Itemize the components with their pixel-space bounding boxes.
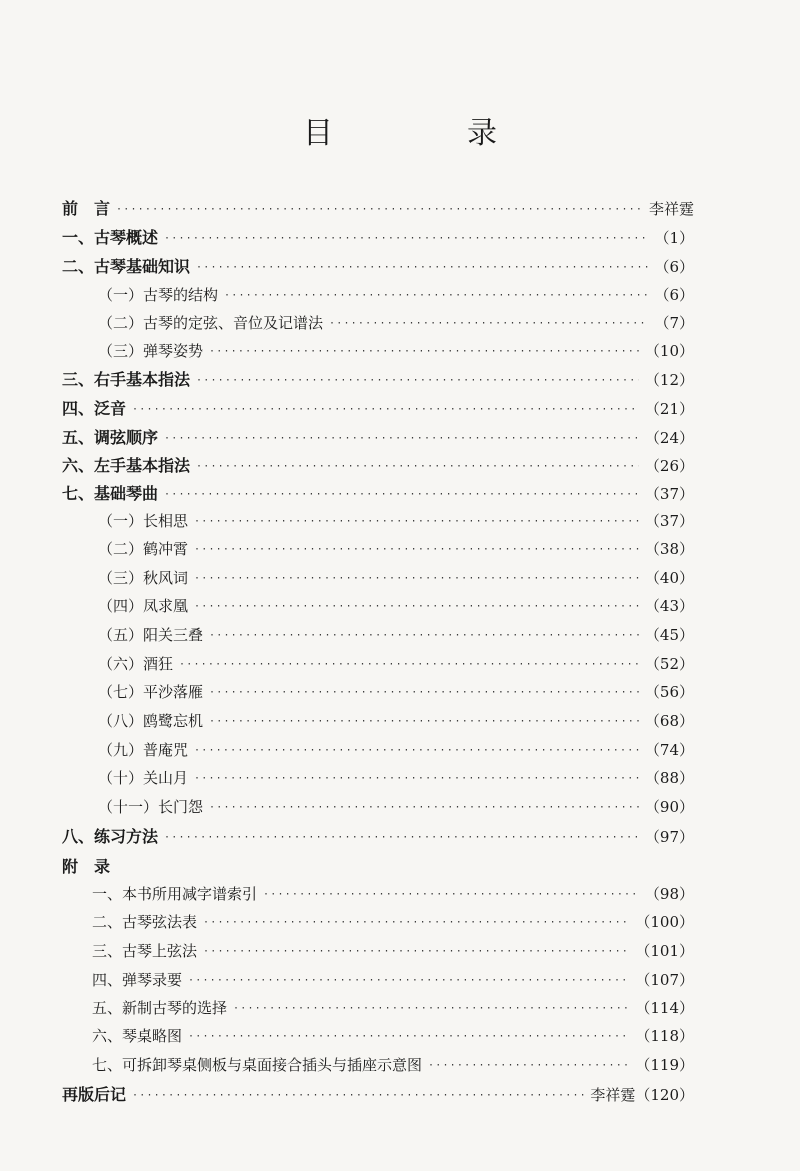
toc-subentry[interactable] (98, 564, 694, 592)
dot-leader (209, 338, 639, 366)
toc-subentry[interactable] (98, 650, 694, 678)
toc-entry-page: 李祥霆（120） (590, 1086, 694, 1104)
dot-leader (194, 565, 639, 593)
toc-entry[interactable] (62, 424, 694, 452)
toc-entry-label: 四、弹琴录要 (92, 971, 183, 989)
toc-subentry[interactable] (98, 678, 694, 706)
dot-leader (209, 679, 639, 707)
toc-entry-label: 再版后记 (62, 1085, 127, 1104)
toc-entry[interactable] (62, 224, 694, 252)
toc-entry[interactable] (62, 395, 694, 423)
toc-entry-page: （1） (654, 229, 694, 247)
toc-entry-label: 六、左手基本指法 (62, 456, 191, 475)
toc-entry-label: 四、泛音 (62, 399, 127, 418)
toc-entry-page: （24） (644, 429, 694, 447)
dot-leader (263, 881, 639, 909)
toc-entry-label: （三）弹琴姿势 (98, 342, 204, 360)
toc-entry-preface[interactable] (62, 195, 694, 223)
toc-entry-label: （二）古琴的定弦、音位及记谱法 (98, 314, 324, 332)
toc-entry-label: （十）关山月 (98, 769, 189, 787)
dot-leader (132, 1082, 584, 1110)
toc-entry-page: （7） (654, 314, 694, 332)
dot-leader (164, 225, 648, 253)
dot-leader (188, 1023, 629, 1051)
dot-leader (329, 310, 648, 338)
appendix-entry[interactable] (92, 966, 694, 994)
toc-entry-label: （三）秋风词 (98, 569, 189, 587)
toc-entry-page: （68） (644, 712, 694, 730)
dot-leader (209, 794, 639, 822)
dot-leader (196, 453, 639, 481)
dot-leader (196, 367, 639, 395)
toc-entry-label: 六、琴桌略图 (92, 1027, 183, 1045)
dot-leader (194, 593, 639, 621)
toc-entry-label: 二、古琴弦法表 (92, 913, 198, 931)
toc-entry-page: 李祥霆 (648, 200, 694, 218)
toc-subentry[interactable] (98, 764, 694, 792)
toc-entry-label: 七、可拆卸琴桌侧板与桌面接合插头与插座示意图 (92, 1056, 423, 1074)
toc-subentry[interactable] (98, 592, 694, 620)
toc-subentry[interactable] (98, 621, 694, 649)
dot-leader (203, 938, 629, 966)
appendix-entry[interactable] (92, 880, 694, 908)
toc-subentry[interactable] (98, 281, 694, 309)
toc-entry-page: （40） (644, 569, 694, 587)
toc-subentry[interactable] (98, 309, 694, 337)
toc-entry-label: （五）阳关三叠 (98, 626, 204, 644)
toc-entry-label: （二）鹤冲霄 (98, 540, 189, 558)
toc-entry-page: （114） (635, 999, 694, 1017)
toc-entry[interactable] (62, 452, 694, 480)
dot-leader (233, 995, 629, 1023)
toc-entry-page: （74） (644, 741, 694, 759)
appendix-heading[interactable]: 附 录 (62, 857, 111, 876)
appendix-entry[interactable] (92, 1051, 694, 1079)
dot-leader (164, 481, 639, 509)
toc-entry-label: （八）鸥鹭忘机 (98, 712, 204, 730)
toc-entry-page: （6） (654, 286, 694, 304)
toc-entry[interactable] (62, 253, 694, 281)
toc-entry-label: （四）凤求凰 (98, 597, 189, 615)
toc-entry-label: （七）平沙落雁 (98, 683, 204, 701)
toc-entry-page: （119） (635, 1056, 694, 1074)
toc-entry-label: 二、古琴基础知识 (62, 257, 191, 276)
dot-leader (188, 967, 629, 995)
toc-entry-page: （90） (644, 798, 694, 816)
appendix-entry[interactable] (92, 908, 694, 936)
toc-entry-label: （一）古琴的结构 (98, 286, 219, 304)
toc-entry-page: （26） (644, 457, 694, 475)
dot-leader (164, 425, 639, 453)
toc-entry-page: （118） (635, 1027, 694, 1045)
toc-entry-label: 八、练习方法 (62, 827, 159, 846)
toc-entry-page: （38） (644, 540, 694, 558)
toc-entry-page: （45） (644, 626, 694, 644)
toc-entry-label: （六）酒狂 (98, 655, 174, 673)
toc-entry-page: （37） (644, 485, 694, 503)
dot-leader (203, 909, 629, 937)
dot-leader (194, 536, 639, 564)
toc-entry-label: 三、古琴上弦法 (92, 942, 198, 960)
appendix-entry[interactable] (92, 937, 694, 965)
toc-subentry[interactable] (98, 535, 694, 563)
dot-leader (116, 196, 643, 224)
page-title: 目 录 (303, 116, 549, 151)
toc-entry-page: （6） (654, 258, 694, 276)
dot-leader (209, 708, 639, 736)
dot-leader (194, 737, 639, 765)
toc-entry-page: （98） (644, 885, 694, 903)
toc-entry-label: （十一）长门怨 (98, 798, 204, 816)
toc-entry-page: （37） (644, 512, 694, 530)
dot-leader (224, 282, 648, 310)
appendix-entry[interactable] (92, 1022, 694, 1050)
toc-entry-page: （97） (644, 828, 694, 846)
toc-entry-afterword[interactable] (62, 1081, 694, 1109)
toc-entry-page: （12） (644, 371, 694, 389)
toc-entry-label: 前 言 (62, 199, 111, 218)
toc-entry-label: 五、调弦顺序 (62, 428, 159, 447)
toc-entry[interactable] (62, 823, 694, 851)
toc-entry-page: （52） (644, 655, 694, 673)
dot-leader (194, 508, 639, 536)
toc-subentry[interactable] (98, 793, 694, 821)
toc-entry-page: （10） (644, 342, 694, 360)
toc-entry[interactable] (62, 480, 694, 508)
dot-leader (194, 765, 639, 793)
dot-leader (164, 824, 639, 852)
toc-entry-label: 七、基础琴曲 (62, 484, 159, 503)
toc-entry-page: （21） (644, 400, 694, 418)
toc-entry-label: （九）普庵咒 (98, 741, 189, 759)
dot-leader (428, 1052, 629, 1080)
dot-leader (179, 651, 639, 679)
dot-leader (132, 396, 639, 424)
dot-leader (209, 622, 639, 650)
toc-entry-label: 五、新制古琴的选择 (92, 999, 228, 1017)
toc-entry-label: 一、古琴概述 (62, 228, 159, 247)
toc-entry-page: （100） (635, 913, 694, 931)
toc-entry-page: （101） (635, 942, 694, 960)
toc-entry-page: （43） (644, 597, 694, 615)
toc-entry-label: （一）长相思 (98, 512, 189, 530)
toc-subentry[interactable] (98, 337, 694, 365)
toc-entry-page: （107） (635, 971, 694, 989)
toc-subentry[interactable] (98, 507, 694, 535)
toc-entry[interactable] (62, 366, 694, 394)
toc-subentry[interactable] (98, 707, 694, 735)
toc-entry-page: （88） (644, 769, 694, 787)
appendix-entry[interactable] (92, 994, 694, 1022)
toc-subentry[interactable] (98, 736, 694, 764)
toc-entry-label: 一、本书所用减字谱索引 (92, 885, 258, 903)
dot-leader (196, 254, 648, 282)
toc-entry-page: （56） (644, 683, 694, 701)
toc-entry-label: 三、右手基本指法 (62, 370, 191, 389)
